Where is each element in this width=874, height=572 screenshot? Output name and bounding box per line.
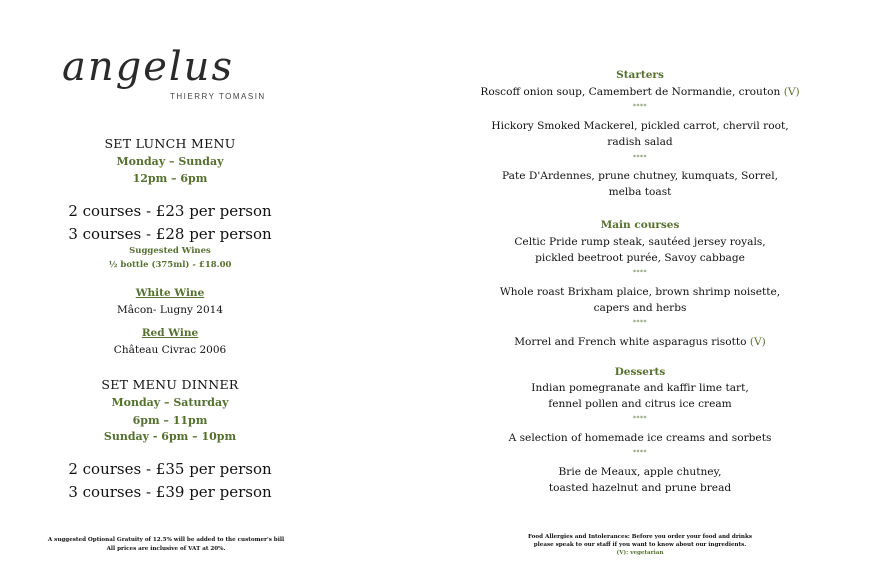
dinner-hours: 6pm – 11pm: [132, 414, 208, 427]
menu-item: [470, 380, 810, 412]
dish-line: Whole roast Brixham plaice, brown shrimp noisette,: [499, 286, 781, 298]
vegetarian-marker: (V): [749, 336, 766, 348]
menu-item: [470, 284, 810, 316]
menu-item: [470, 118, 810, 150]
dish-line: radish salad: [607, 136, 673, 148]
dish-line: Pate D'Ardennes, prune chutney, kumquats, Sorrel,: [502, 170, 778, 182]
separator-stars: ****: [633, 319, 647, 326]
dinner-sunday-hours: Sunday - 6pm – 10pm: [103, 430, 237, 443]
separator-stars: ****: [633, 449, 647, 456]
dish-line: Morrel and French white asparagus risotto: [514, 336, 747, 348]
dish-line: Brie de Meaux, apple chutney,: [558, 466, 722, 478]
starters-heading: Starters: [616, 69, 664, 81]
dish-line: toasted hazelnut and prune bread: [548, 482, 732, 494]
separator-stars: ****: [633, 154, 647, 161]
angelus-logo: [62, 40, 282, 110]
vegetarian-legend: (V): vegetarian: [616, 550, 664, 556]
allergy-note: [470, 533, 810, 557]
main-courses-heading: Main courses: [600, 219, 680, 231]
dish-line: melba toast: [608, 186, 672, 198]
wine-bottle-price: ½ bottle (375ml) - £18.00: [108, 260, 232, 270]
menu-item: [470, 334, 810, 350]
menu-item: [450, 84, 830, 100]
dish-line: capers and herbs: [593, 302, 687, 314]
white-wine-name: Mâcon- Lugny 2014: [116, 304, 224, 316]
menu-item: [470, 234, 810, 266]
allergy-line: please speak to our staff if you want to know about our ingredients.: [533, 542, 747, 548]
red-wine-name: Château Civrac 2006: [113, 344, 227, 356]
lunch-title: SET LUNCH MENU: [104, 136, 236, 151]
desserts-heading: Desserts: [614, 366, 666, 378]
dinner-title: SET MENU DINNER: [101, 377, 239, 392]
dish-line: A selection of homemade ice creams and sorbets: [508, 432, 772, 444]
dish-line: Hickory Smoked Mackerel, pickled carrot, chervil root,: [491, 120, 789, 132]
dinner-days: Monday – Saturday: [111, 396, 229, 409]
logo-wordmark: angelus: [62, 44, 234, 90]
vegetarian-marker: (V): [783, 86, 800, 98]
separator-stars: ****: [633, 103, 647, 110]
lunch-hours: 12pm – 6pm: [132, 172, 208, 185]
lunch-price-two-courses: 2 courses - £23 per person: [68, 202, 272, 220]
allergy-line: Food Allergies and Intolerances: Before you order your food and drinks: [528, 534, 752, 540]
separator-stars: ****: [633, 269, 647, 276]
dish-line: Celtic Pride rump steak, sautéed jersey royals,: [514, 236, 766, 248]
menu-item: [470, 464, 810, 496]
dish-line: fennel pollen and citrus ice cream: [548, 398, 732, 410]
menu-item: [470, 430, 810, 446]
red-wine-heading: Red Wine: [141, 327, 199, 339]
lunch-days: Monday – Sunday: [116, 155, 224, 168]
gratuity-note: A suggested Optional Gratuity of 12.5% will be added to the customer's bill: [47, 537, 285, 543]
dish-line: Roscoff onion soup, Camembert de Normandie, crouton: [480, 86, 781, 98]
dinner-price-two-courses: 2 courses - £35 per person: [68, 460, 272, 478]
menu-item: [470, 168, 810, 200]
suggested-wines-label: Suggested Wines: [129, 246, 211, 256]
lunch-price-three-courses: 3 courses - £28 per person: [68, 225, 272, 243]
dish-line: pickled beetroot purée, Savoy cabbage: [535, 252, 745, 264]
separator-stars: ****: [633, 415, 647, 422]
dinner-price-three-courses: 3 courses - £39 per person: [68, 483, 272, 501]
vat-note: All prices are inclusive of VAT at 20%.: [106, 546, 226, 552]
logo-subtitle: THIERRY TOMASIN: [170, 92, 266, 101]
dish-line: Indian pomegranate and kaffir lime tart,: [531, 382, 749, 394]
white-wine-heading: White Wine: [135, 287, 205, 299]
